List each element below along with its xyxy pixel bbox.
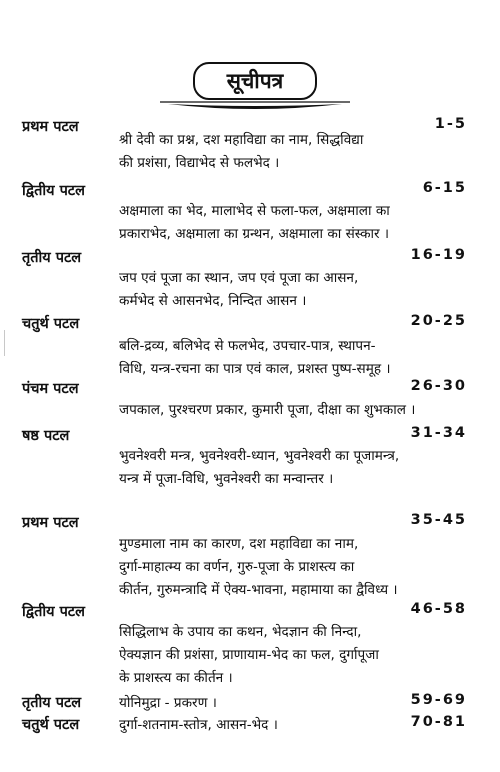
chapter-name: द्वितीय पटल [22,604,85,620]
page-range: 20-25 [410,313,467,329]
description-line: योनिमुद्रा - प्रकरण । [119,695,217,711]
chapter-description [119,445,479,491]
chapter-name: तृतीय पटल [22,695,82,711]
chapter-name: चतुर्थ पटल [22,717,80,733]
description-line: के प्राशस्त्य का कीर्तन । [119,670,233,686]
margin-mark [4,330,5,356]
description-line: दुर्गा-शतनाम-स्तोत्र, आसन-भेद । [119,717,278,733]
description-line: भुवनेश्वरी मन्त्र, भुवनेश्वरी-ध्यान, भुवनेश्वरी का पूजामन्त्र, [119,448,400,464]
chapter-description [119,267,479,313]
page-range: 1-5 [434,116,467,132]
chapter-name: प्रथम पटल [22,515,79,531]
description-line: ऐक्यज्ञान की प्रशंसा, प्राणायाम-भेद का फल, दुर्गापूजा [119,647,379,663]
description-line: यन्त्र में पूजा-विधि, भुवनेश्वरी का मन्वान्तर । [119,471,334,487]
page-range: 46-58 [410,601,467,617]
title-underline-ornament [160,96,350,112]
chapter-name: चतुर्थ पटल [22,316,80,332]
description-line: बलि-द्रव्य, बलिभेद से फलभेद, उपचार-पात्र, स्थापन- [119,338,376,354]
chapter-name: प्रथम पटल [22,119,79,135]
chapter-name: पंचम पटल [22,381,79,397]
chapter-name: तृतीय पटल [22,250,82,266]
description-line: कीर्तन, गुरुमन्त्रादि में ऐक्य-भावना, महामाया का द्वैविध्य । [119,582,398,598]
title-block [0,56,500,116]
page-range: 16-19 [410,247,467,263]
page-range: 31-34 [410,425,467,441]
description-line: की प्रशंसा, विद्याभेद से फलभेद । [119,155,280,171]
description-line: प्रकाराभेद, अक्षमाला का ग्रन्थन, अक्षमाला का संस्कार । [119,226,390,242]
description-line: श्री देवी का प्रश्न, दश महाविद्या का नाम, सिद्धविद्या [119,132,364,148]
description-line: मुण्डमाला नाम का कारण, दश महाविद्या का नाम, [119,536,359,552]
chapter-description [119,335,479,381]
chapter-description [119,621,479,690]
chapter-description [119,714,479,737]
description-line: दुर्गा-माहात्म्य का वर्णन, गुरु-पूजा के प्राशस्त्य का [119,559,355,575]
description-line: विधि, यन्त्र-रचना का पात्र एवं काल, प्रशस्त पुष्प-समूह । [119,361,391,377]
chapter-description [119,533,479,602]
description-line: अक्षमाला का भेद, मालाभेद से फला-फल, अक्षमाला का [119,203,390,219]
chapter-description [119,399,479,422]
page-range: 59-69 [410,692,467,708]
page-range: 6-15 [422,180,467,196]
page-range: 26-30 [410,378,467,394]
chapter-name: षष्ठ पटल [22,428,70,444]
description-line: जपकाल, पुरश्चरण प्रकार, कुमारी पूजा, दीक्षा का शुभकाल । [119,402,416,418]
chapter-name: द्वितीय पटल [22,183,85,199]
description-line: कर्मभेद से आसनभेद, निन्दित आसन । [119,293,307,309]
page-title: सूचीपत्र [193,62,317,100]
description-line: सिद्धिलाभ के उपाय का कथन, भेदज्ञान की निन्दा, [119,624,362,640]
chapter-description [119,692,479,715]
description-line: जप एवं पूजा का स्थान, जप एवं पूजा का आसन, [119,270,359,286]
chapter-description [119,129,479,175]
page-range: 35-45 [410,512,467,528]
page-range: 70-81 [410,714,467,730]
chapter-description [119,200,479,246]
